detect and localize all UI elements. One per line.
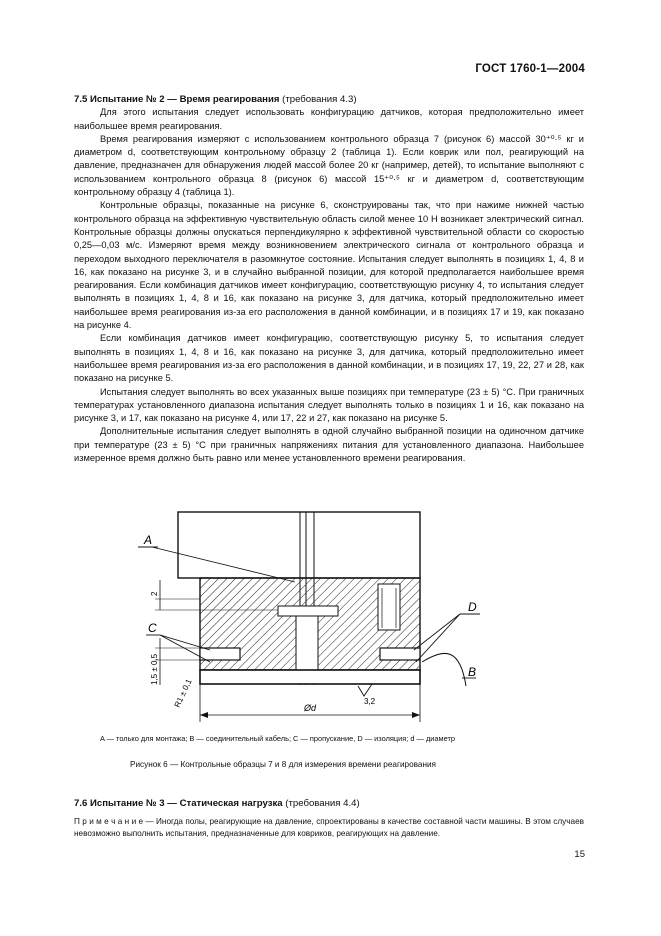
label-d: D [468, 600, 477, 614]
base-plate [200, 670, 420, 684]
paragraph-6: Дополнительные испытания следует выполнять в одной случайно выбранной позиции на одиночном датчике при температуре (23 ± 5) °С при граничных напряжениях питания для установленного диапазона. Наибольшее измеренное время должно быть равно или менее установленного времени реагирования. [74, 426, 584, 464]
section-7-5-title [74, 93, 584, 106]
note-text: П р и м е ч а н и е — Иногда полы, реагирующие на давление, спроектированы в качестве составной части машины. В этом случаев невозможно выполнить испытания, предназначенные для ковриков, реагирующих на давление. [74, 817, 584, 838]
paragraph-5: Испытания следует выполнять во всех указанных выше позициях при температуре (23 ± 5) °С. При граничных температурах установленного диапазона испытания следует выполнять только в позициях 1 и 16, как показано на рисунке 3, и 17, как показано на рисунке 4, или 17, 22 и 27, как показано на рисунке 5. [74, 386, 584, 424]
height-1-5-label: 1,5 ± 0,5 [150, 653, 159, 685]
radius-label: R1 ± 0,1 [172, 677, 194, 709]
section-7-5-requirement: (требования 4.3) [282, 94, 357, 105]
document-id: ГОСТ 1760-1—2004 [475, 63, 585, 75]
figure-caption: Рисунок 6 — Контрольные образцы 7 и 8 для измерения времени реагирования [130, 760, 436, 769]
section-7-6-requirement: (требования 4.4) [285, 798, 360, 809]
paragraph-4: Если комбинация датчиков имеет конфигурацию, соответствующую рисунку 5, то испытания следует выполнять в позициях 1, 4, 8 и 16, как показано на рисунке 3, для датчика, который предположительно имеет наибольшее время реагирования из-за его расположения в данной комбинации, и в позициях 17, 19, 22, 27 и 28, как показано на рисунке 5. [74, 333, 584, 384]
main-text [74, 93, 584, 465]
paragraph-2: Время реагирования измеряют с использованием контрольного образца 7 (рисунок 6) массой 30⁺⁰·⁵ кг и диаметром d, соответствующим контрольному образцу 2 (таблица 1). Если коврик или пол, реагирующий на давление, предназначен для обнаружения людей массой более 20 кг (например, детей), то испытание выполняют с использованием контрольного образца 8 (рисунок 6) массой 15⁺⁰·⁵ кг и диаметром d, соответствующим контрольному образцу 4 (таблица 1). [74, 133, 584, 198]
height-2-label: 2 [150, 591, 159, 596]
mass-block [178, 512, 420, 578]
roughness-label: 3,2 [364, 697, 376, 706]
section-7-6-heading: 7.6 Испытание № 3 — Статическая нагрузка [74, 798, 283, 809]
diameter-label: Ød [304, 703, 317, 713]
label-a: A [144, 533, 153, 547]
label-c: C [148, 621, 157, 635]
section-7-6-title [74, 798, 584, 809]
paragraph-3: Контрольные образцы, показанные на рисунке 6, сконструированы так, что при нажиме нижней частью контрольного образца на эффективную чувствительную область силой менее 10 Н возникает электрический сигнал. Контрольные образцы должны опускаться перпендикулярно к эффективной чувствительной области со скоростью 0,25—0,03 м/с. Измеряют время между возникновением электрического сигнала от контрольного образца и переходом выходного переключателя в разомкнутое состояние. Испытания следует выполнять в позициях 1, 4, 8 и 16, как показано на рисунке 3, и в случайно выбранной позиции, для которой предполагается наибольшее время реагирования. Если комбинация датчиков имеет конфигурацию, соответствующую рисунку 4, то испытания следует выполнять в позициях 1, 4, 8 и 16, как показано на рисунке 3, для датчика, который предположительно имеет наибольшее время реагирования из-за его расположения в данной комбинации, и в позициях 17 и 19, как показано на рисунке 4. [74, 200, 584, 331]
test-sample-drawing [100, 510, 550, 735]
label-b: B [468, 665, 477, 679]
page-number: 15 [574, 849, 585, 860]
paragraph-1: Для этого испытания следует использовать конфигурацию датчиков, которая предположительно имеет наибольшее время реагирования. [74, 107, 584, 131]
figure-6-drawing [100, 510, 550, 755]
figure-legend: A — только для монтажа; B — соединительный кабель; C — пропускание, D — изоляция; d — диаметр [100, 734, 455, 743]
section-7-5-heading: 7.5 Испытание № 2 — Время реагирования [74, 94, 280, 105]
